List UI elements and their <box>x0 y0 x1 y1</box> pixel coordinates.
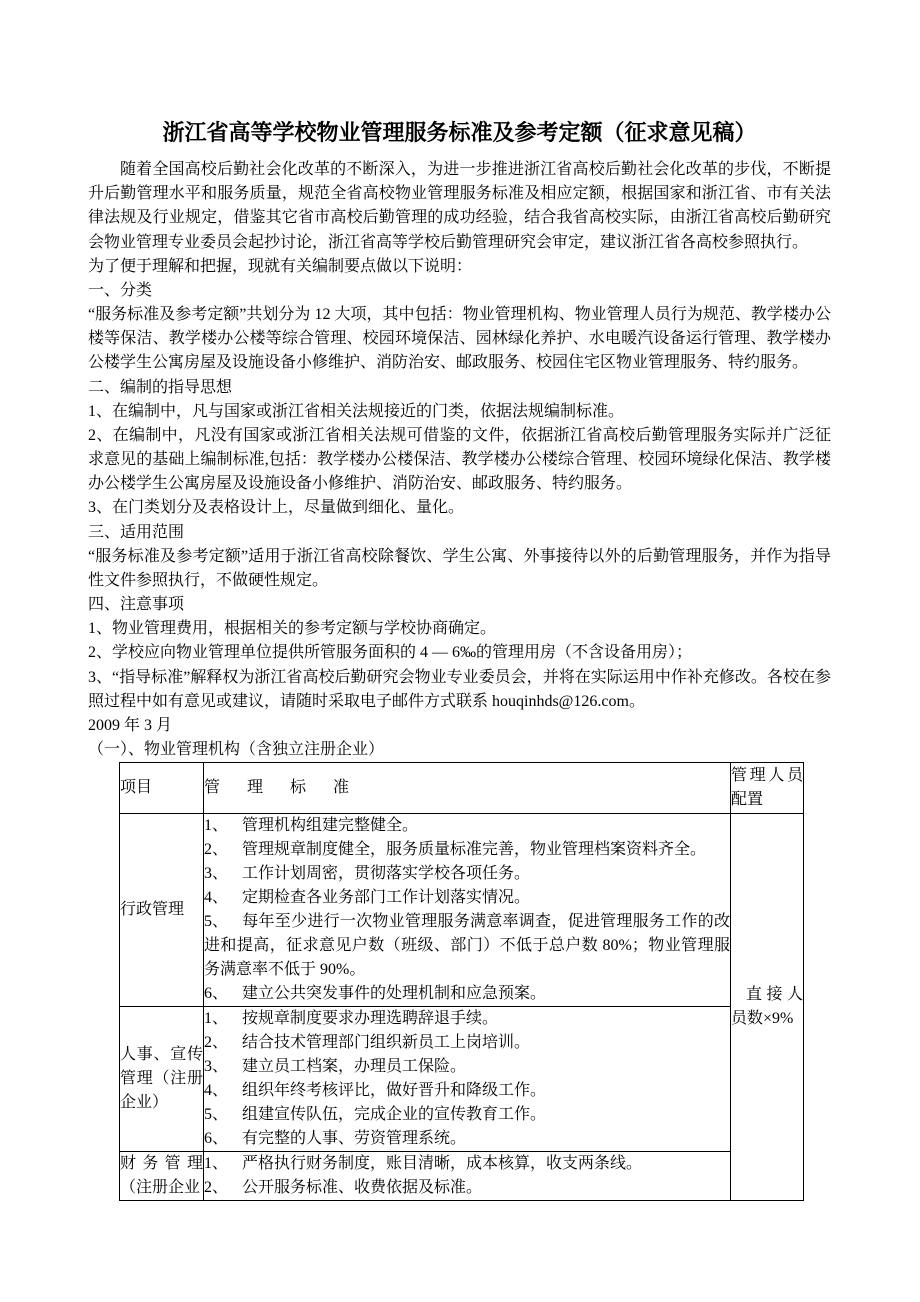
document-title: 浙江省高等学校物业管理服务标准及参考定额（征求意见稿） <box>162 120 757 145</box>
standard-item <box>204 1007 730 1031</box>
standards-table <box>119 762 804 1201</box>
standard-number: 5、 <box>204 913 229 931</box>
table-header-row <box>120 763 804 814</box>
section-paragraph: 2、在编制中，凡没有国家或浙江省相关法规可借鉴的文件，依据浙江省高校后勤管理服务实际并广泛征求意见的基础上编制标准,包括：教学楼办公楼保洁、教学楼办公楼综合管理、校园环境绿化保洁、教学楼办公楼学生公寓房屋及设施设备小修维护、消防治安、邮政服务、特约服务。 <box>88 426 831 493</box>
standard-number: 5、 <box>204 1106 229 1124</box>
section-heading: 三、适用范围 <box>88 523 185 541</box>
standard-number: 4、 <box>204 889 229 907</box>
staffing-value: 直接人员数×9% <box>731 986 803 1028</box>
standard-text: 组建宣传队伍，完成企业的宣传教育工作。 <box>242 1106 547 1124</box>
row-item-label: 财务管理（注册企业 <box>120 1155 203 1197</box>
intro-paragraph: 随着全国高校后勤社会化改革的不断深入，为进一步推进浙江省高校后勤社会化改革的步伐，不断提升后勤管理水平和服务质量，规范全省高校物业管理服务标准及相应定额，根据国家和浙江省、市有关法律法规及行业规定，借鉴其它省市高校后勤管理的成功经验，结合我省高校实际，由浙江省高校后勤研究会物业管理专业委员会起抄讨论，浙江省高等学校后勤管理研究会审定，建议浙江省各高校参照执行。 <box>88 161 831 251</box>
standard-number: 4、 <box>204 1082 229 1100</box>
staffing-cell <box>731 814 804 1201</box>
standard-number: 3、 <box>204 865 229 883</box>
lead-paragraph: 为了便于理解和把握，现就有关编制要点做以下说明： <box>88 257 473 275</box>
standard-item <box>204 1031 730 1055</box>
header-standard-label: 管 理 标 准 <box>204 779 355 797</box>
standard-number: 6、 <box>204 985 229 1003</box>
table-row <box>120 1152 804 1201</box>
standard-item <box>204 886 730 910</box>
header-item <box>120 763 204 814</box>
header-item-label: 项目 <box>120 779 153 797</box>
section-paragraph: 3、在门类划分及表格设计上，尽量做到细化、量化。 <box>88 499 465 517</box>
row-item-label: 人事、宣传管理（注册企业） <box>120 1046 203 1112</box>
standard-text: 严格执行财务制度，账目清晰，成本核算，收支两条线。 <box>242 1155 643 1173</box>
row-item-cell <box>120 1152 204 1201</box>
section-heading: 二、编制的指导思想 <box>88 378 233 396</box>
standard-number: 6、 <box>204 1130 229 1148</box>
standard-text: 管理机构组建完整健全。 <box>242 817 419 835</box>
section-paragraph: 1、物业管理费用，根据相关的参考定额与学校协商确定。 <box>88 620 497 638</box>
header-staffing-label: 管理人员配置 <box>731 767 803 809</box>
table-row <box>120 1007 804 1152</box>
section-paragraph: “服务标准及参考定额”共划分为 12 大项，其中包括：物业管理机构、物业管理人员行为规范、教学楼办公楼等保洁、教学楼办公楼等综合管理、校园环境保洁、园林绿化养护、水电暖汽设备运行管理、教学楼办公楼学生公寓房屋及设施设备小修维护、消防治安、邮政服务、校园住宅区物业管理服务、特约服务。 <box>88 306 831 372</box>
standard-item <box>204 1176 730 1200</box>
standard-text: 有完整的人事、劳资管理系统。 <box>242 1130 467 1148</box>
standard-item <box>204 1127 730 1151</box>
row-standards-cell <box>204 1152 731 1201</box>
standard-item <box>204 1103 730 1127</box>
row-item-cell <box>120 814 204 1007</box>
row-standards-cell <box>204 814 731 1007</box>
header-standard <box>204 763 731 814</box>
standard-number: 1、 <box>204 1155 229 1173</box>
section-paragraph: 3、“指导标准”解释权为浙江省高校后勤研究会物业专业委员会，并将在实际运用中作补充修改。各校在参照过程中如有意见或建议，请随时采取电子邮件方式联系 houqinhds@126.com。 <box>88 668 831 710</box>
standard-text: 结合技术管理部门组织新员工上岗培训。 <box>242 1034 531 1052</box>
standard-text: 每年至少进行一次物业管理服务满意率调查，促进管理服务工作的改进和提高，征求意见户数（班级、部门）不低于总户数 80%；物业管理服务满意率不低于 90%。 <box>204 913 730 979</box>
standard-text: 建立公共突发事件的处理机制和应急预案。 <box>242 985 547 1003</box>
standard-item <box>204 1152 730 1176</box>
standard-text: 建立员工档案，办理员工保险。 <box>242 1058 467 1076</box>
table-row <box>120 814 804 1007</box>
row-item-cell <box>120 1007 204 1152</box>
section-heading: 一、分类 <box>88 281 153 299</box>
standard-text: 按规章制度要求办理选聘辞退手续。 <box>242 1010 499 1028</box>
standard-item <box>204 910 730 982</box>
section-paragraph: “服务标准及参考定额”适用于浙江省高校除餐饮、学生公寓、外事接待以外的后勤管理服务，并作为指导性文件参照执行，不做硬性规定。 <box>88 547 831 589</box>
standard-item <box>204 1079 730 1103</box>
standard-number: 2、 <box>204 1034 229 1052</box>
standard-number: 2、 <box>204 1179 229 1197</box>
document-page <box>88 118 831 1201</box>
standard-number: 1、 <box>204 817 229 835</box>
standard-item <box>204 814 730 838</box>
section-heading: 四、注意事项 <box>88 596 185 614</box>
standard-text: 管理规章制度健全，服务质量标准完善，物业管理档案资料齐全。 <box>242 841 707 859</box>
standard-number: 3、 <box>204 1058 229 1076</box>
standard-text: 组织年终考核评比，做好晋升和降级工作。 <box>242 1082 547 1100</box>
section-paragraph: 2、学校应向物业管理单位提供所管服务面积的 4 — 6‰的管理用房（不含设备用房）； <box>88 644 693 662</box>
standard-text: 公开服务标准、收费依据及标准。 <box>242 1179 483 1197</box>
standard-item <box>204 1055 730 1079</box>
standard-item <box>204 862 730 886</box>
standard-number: 2、 <box>204 841 229 859</box>
standard-item <box>204 838 730 862</box>
row-item-label: 行政管理 <box>120 901 185 919</box>
table-caption: （一）、物业管理机构（含独立注册企业） <box>88 741 385 759</box>
standard-text: 工作计划周密，贯彻落实学校各项任务。 <box>242 865 531 883</box>
document-date: 2009 年 3 月 <box>88 716 173 734</box>
row-standards-cell <box>204 1007 731 1152</box>
header-staffing <box>731 763 804 814</box>
standard-number: 1、 <box>204 1010 229 1028</box>
section-paragraph: 1、在编制中，凡与国家或浙江省相关法规接近的门类，依据法规编制标准。 <box>88 402 625 420</box>
standard-item <box>204 982 730 1006</box>
standard-text: 定期检查各业务部门工作计划落实情况。 <box>242 889 531 907</box>
